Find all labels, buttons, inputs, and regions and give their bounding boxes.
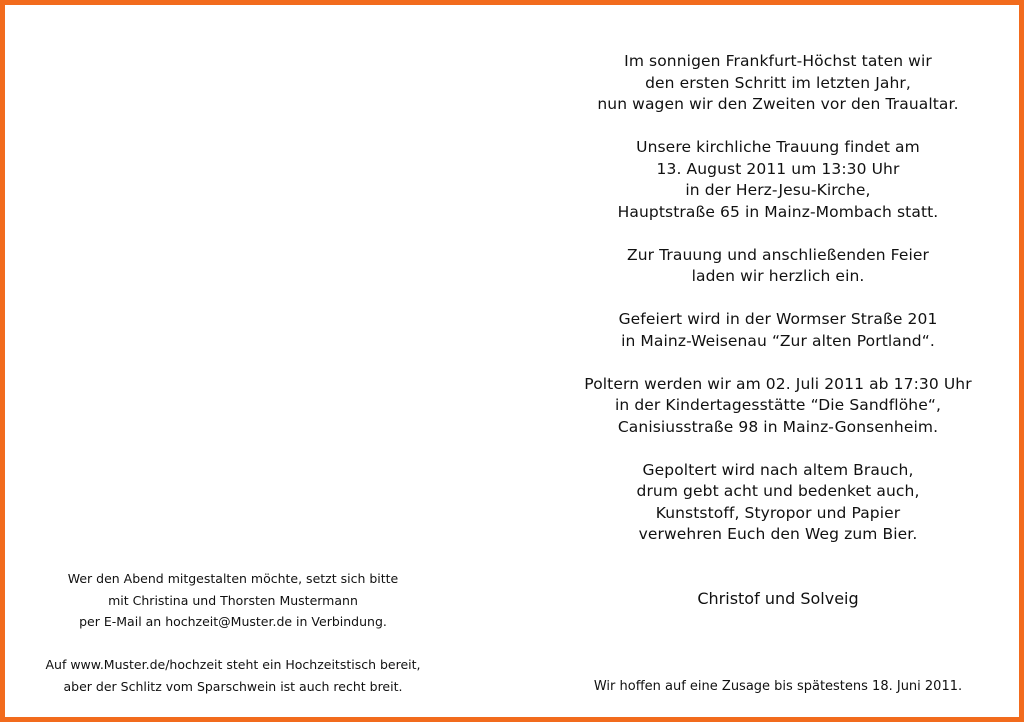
text-line: Canisiusstraße 98 in Mainz-Gonsenheim. [617,417,939,436]
text-line: Zur Trauung und anschließenden Feier [626,245,929,264]
text-line: Im sonnigen Frankfurt-Höchst taten wir [624,52,932,70]
rsvp-note: Wir hoffen auf eine Zusage bis spätestens 18. Juni 2011. [593,679,963,694]
text-line: in der Kindertagesstätte “Die Sandflöhe“, [615,396,941,414]
text-line: laden wir herzlich ein. [691,267,865,285]
stanza-poem [553,460,1003,546]
paragraph-spacer [17,633,449,655]
text-line: in der Herz-Jesu-Kirche, [685,181,871,199]
stanza-polterabend [553,374,1003,439]
text-line: verwehren Euch den Weg zum Bier. [638,525,918,543]
text-line: Unsere kirchliche Trauung findet am [636,138,920,156]
text-line: Hauptstraße 65 in Mainz-Mombach statt. [617,202,939,221]
text-line: mit Christina und Thorsten Mustermann [108,592,358,608]
text-line: den ersten Schritt im letzten Jahr, [645,73,911,92]
invitation-text [553,51,1003,567]
stanza-ceremony [553,137,1003,223]
stanza-intro [553,51,1003,116]
text-line: Gepoltert wird nach altem Brauch, [642,460,914,479]
text-line: drum gebt acht und bedenket auch, [636,482,920,500]
text-line: per E-Mail an hochzeit@Muster.de in Verbindung. [79,614,387,629]
signature: Christof und Solveig [697,589,859,608]
stanza-celebration [553,309,1003,352]
text-line: nun wagen wir den Zweiten vor den Traualtar. [597,95,959,113]
text-line: in Mainz-Weisenau “Zur alten Portland“. [621,331,935,350]
text-line: aber der Schlitz vom Sparschwein ist auch recht breit. [63,678,403,694]
text-line: Wer den Abend mitgestalten möchte, setzt sich bitte [67,571,399,586]
stanza-invite [553,245,1003,288]
text-line: Kunststoff, Styropor und Papier [655,503,901,522]
text-line: Poltern werden wir am 02. Juli 2011 ab 17:30 Uhr [584,374,972,393]
text-line: Auf www.Muster.de/hochzeit steht ein Hochzeitstisch bereit, [45,657,421,672]
text-line: Gefeiert wird in der Wormser Straße 201 [618,310,938,328]
text-line: 13. August 2011 um 13:30 Uhr [656,159,900,178]
contact-note [17,568,449,697]
